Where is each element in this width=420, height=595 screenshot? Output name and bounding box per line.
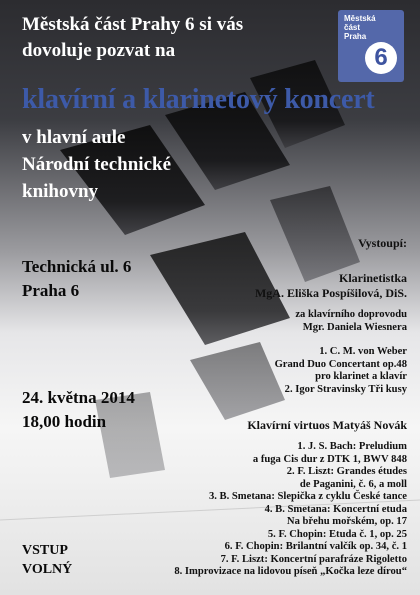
piano-title: Klavírní virtuos Matyáš Novák	[247, 418, 407, 432]
venue-line: v hlavní aule	[22, 127, 126, 148]
intro-line: dovoluje pozvat na	[22, 40, 176, 61]
program-item: Na břehu mořském, op. 17	[286, 516, 407, 527]
program-item: a fuga Cis dur z DTK 1, BWV 848	[252, 453, 407, 465]
venue-line: Národní technické	[22, 154, 172, 175]
program-item: 8. Improvizace na lidovou píseň „Kočka leze dírou“	[174, 566, 407, 577]
admission-note	[22, 541, 72, 579]
program-item: 6. F. Chopin: Brilantní valčík op. 34, č. 1	[224, 541, 407, 552]
praha6-logo	[338, 10, 404, 82]
program-item: 2. F. Liszt: Grandes études	[286, 466, 407, 477]
logo-number: 6	[365, 42, 397, 74]
program-item: Grand Duo Concertant op.48	[274, 358, 407, 370]
venue-line: knihovny	[22, 181, 99, 202]
clarinet-title: Klarinetistka	[339, 271, 407, 285]
concert-title: klavírní a klarinetový koncert	[22, 84, 375, 115]
intro-line: Městská část Prahy 6 si vás	[22, 14, 244, 35]
program-item: 2. Igor Stravinsky Tři kusy	[284, 383, 407, 395]
venue	[22, 124, 171, 205]
accompanist: Mgr. Daniela Wiesnera	[302, 321, 407, 333]
program-item: 1. J. S. Bach: Preludium	[297, 441, 407, 452]
logo-text-line: Praha	[344, 32, 367, 41]
invitation-text	[22, 12, 243, 64]
logo-text	[344, 14, 376, 41]
address-line: Praha 6	[22, 281, 80, 300]
clarinet-performer: MgA. Eliška Pospíšilová, DiS.	[254, 286, 407, 300]
event-date: 24. května 2014	[22, 388, 135, 407]
event-time: 18,00 hodin	[22, 412, 107, 431]
admission-line: VSTUP	[22, 543, 68, 558]
logo-text-line: část	[344, 23, 361, 32]
program-item: 1. C. M. von Weber	[319, 346, 407, 357]
program-item: 5. F. Chopin: Etuda č. 1, op. 25	[267, 528, 407, 540]
program-item: pro klarinet a klavír	[315, 371, 407, 382]
address-line: Technická ul. 6	[22, 257, 132, 276]
program-item: 3. B. Smetana: Slepička z cyklu České tance	[208, 491, 407, 502]
program-item: 7. F. Liszt: Koncertní parafráze Rigoletto	[220, 553, 407, 565]
logo-text-line: Městská	[344, 14, 376, 23]
accompaniment-note: za klavírního doprovodu	[295, 309, 407, 320]
performers-heading: Vystoupí:	[358, 236, 407, 250]
program-item: de Paganini, č. 6, a moll	[299, 478, 407, 490]
program-item: 4. B. Smetana: Koncertní etuda	[264, 503, 407, 515]
performers-program	[107, 236, 407, 579]
admission-line: VOLNÝ	[22, 562, 73, 577]
